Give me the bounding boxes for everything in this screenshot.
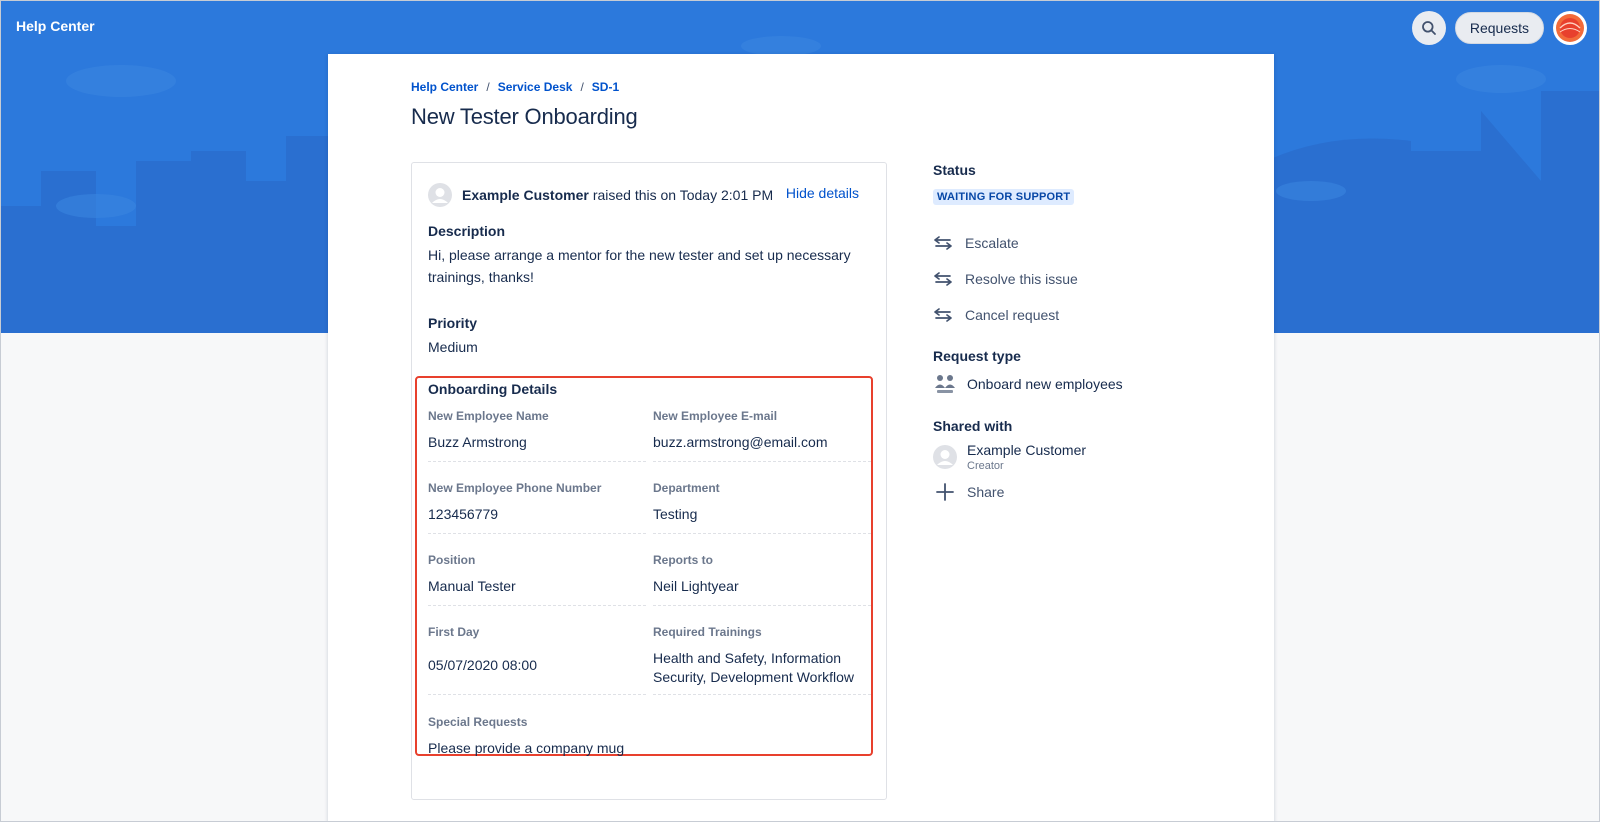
shared-user-name: Example Customer: [967, 442, 1087, 458]
status-title: Status: [933, 162, 976, 178]
field-value: buzz.armstrong@email.com: [653, 434, 828, 450]
cancel-request-action[interactable]: [933, 307, 1059, 323]
field-employee-phone: [428, 481, 646, 524]
resolve-issue-label: Resolve this issue: [965, 271, 1078, 287]
transition-icon: [933, 307, 953, 323]
field-value: Buzz Armstrong: [428, 434, 527, 450]
field-employee-name: [428, 409, 646, 452]
onboarding-details-title: Onboarding Details: [428, 381, 558, 397]
field-label: Required Trainings: [653, 625, 762, 639]
plus-icon: [933, 480, 957, 504]
transition-icon: [933, 271, 953, 287]
field-special-requests: [428, 715, 728, 758]
share-button[interactable]: [933, 480, 1004, 504]
request-type-value: Onboard new employees: [967, 376, 1123, 392]
field-value: Testing: [653, 506, 698, 522]
shared-user-role: Creator: [967, 460, 1004, 472]
top-actions: [1412, 11, 1587, 45]
search-icon: [1421, 20, 1437, 36]
share-label: Share: [967, 484, 1005, 500]
field-label: Department: [653, 481, 720, 495]
field-department: [653, 481, 871, 524]
field-label: First Day: [428, 625, 480, 639]
user-avatar-icon: [1555, 13, 1585, 43]
hide-details-link[interactable]: Hide details: [785, 185, 859, 201]
escalate-action[interactable]: [933, 235, 1019, 251]
resolve-issue-action[interactable]: [933, 271, 1078, 287]
field-first-day: [428, 625, 646, 675]
shared-with-user: [933, 442, 1086, 472]
field-value: Neil Lightyear: [653, 578, 739, 594]
user-avatar[interactable]: [1553, 11, 1587, 45]
breadcrumb: Help Center / Service Desk / SD-1: [411, 80, 620, 94]
breadcrumb-help-center[interactable]: Help Center: [411, 80, 479, 94]
field-label: Special Requests: [428, 715, 528, 729]
raised-text: raised this on Today 2:01 PM: [592, 187, 774, 203]
breadcrumb-issue-key[interactable]: SD-1: [591, 80, 620, 94]
priority-value: Medium: [428, 339, 478, 355]
reporter-avatar-icon: [428, 183, 452, 207]
shared-user-avatar-icon: [933, 445, 957, 469]
field-value: Health and Safety, Information Security, Development Workflow: [653, 650, 854, 685]
search-button[interactable]: [1412, 11, 1446, 45]
help-center-title[interactable]: Help Center: [16, 18, 95, 34]
description-title: Description: [428, 223, 506, 239]
escalate-label: Escalate: [965, 235, 1019, 251]
breadcrumb-service-desk[interactable]: Service Desk: [497, 80, 573, 94]
requests-button[interactable]: Requests: [1455, 12, 1544, 44]
field-label: Position: [428, 553, 476, 567]
request-details-card: [411, 162, 887, 800]
field-label: New Employee Name: [428, 409, 549, 423]
request-type-title: Request type: [933, 348, 1021, 364]
field-reports-to: [653, 553, 871, 596]
reporter-line: [428, 183, 773, 207]
page-title: New Tester Onboarding: [411, 104, 638, 129]
status-badge: WAITING FOR SUPPORT: [933, 189, 1074, 205]
description-text: Hi, please arrange a mentor for the new tester and set up necessary trainings, thanks!: [428, 247, 851, 285]
shared-with-title: Shared with: [933, 418, 1013, 434]
priority-title: Priority: [428, 315, 478, 331]
transition-icon: [933, 235, 953, 251]
reporter-name: Example Customer: [462, 187, 589, 203]
field-label: Reports to: [653, 553, 713, 567]
request-type: [933, 372, 1123, 396]
field-required-trainings: [653, 625, 871, 687]
field-value: Please provide a company mug: [428, 740, 625, 756]
request-panel: [328, 54, 1274, 822]
field-value: 05/07/2020 08:00: [428, 657, 537, 673]
onboard-employees-icon: [933, 372, 957, 396]
field-employee-email: [653, 409, 871, 452]
field-position: [428, 553, 646, 596]
field-label: New Employee E-mail: [653, 409, 778, 423]
field-value: Manual Tester: [428, 578, 516, 594]
field-value: 123456779: [428, 506, 499, 522]
field-label: New Employee Phone Number: [428, 481, 602, 495]
cancel-request-label: Cancel request: [965, 307, 1060, 323]
